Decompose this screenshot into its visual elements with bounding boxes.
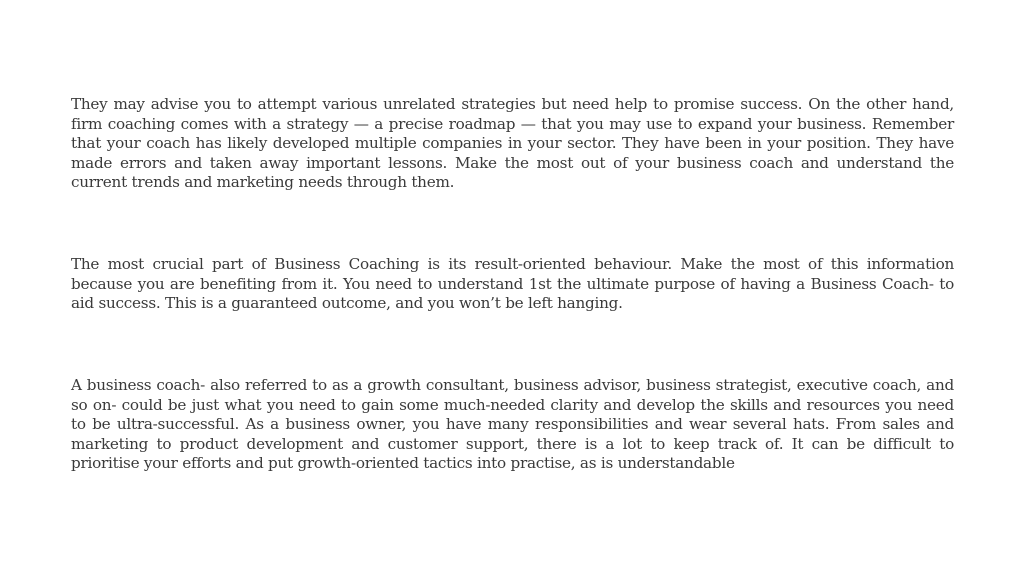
paragraph-business-coach-role: A business coach- also referred to as a growth consultant, business advisor, business strategist, executive coach, and so on- could be just what you need to gain some much-needed clarity and develop the skills and resources you need to be ultra-successful. As a business owner, you have many responsibilities and wear several hats. From sales and marketing to product development and customer support, there is a lot to keep track of. It can be difficult to prioritise your efforts and put growth-oriented tactics into practise, as is understandable <box>71 376 954 473</box>
paragraph-coaching-strategy: They may advise you to attempt various unrelated strategies but need help to promise success. On the other hand, firm coaching comes with a strategy — a precise roadmap — that you may use to expand your business. Remember that your coach has likely developed multiple companies in your sector. They have been in your position. They have made errors and taken away important lessons. Make the most out of your business coach and understand the current trends and marketing needs through them. <box>71 95 954 192</box>
paragraph-result-oriented: The most crucial part of Business Coaching is its result-oriented behaviour. Make the most of this information because you are benefiting from it. You need to understand 1st the ultimate purpose of having a Business Coach- to aid success. This is a guaranteed outcome, and you won’t be left hanging. <box>71 255 954 313</box>
